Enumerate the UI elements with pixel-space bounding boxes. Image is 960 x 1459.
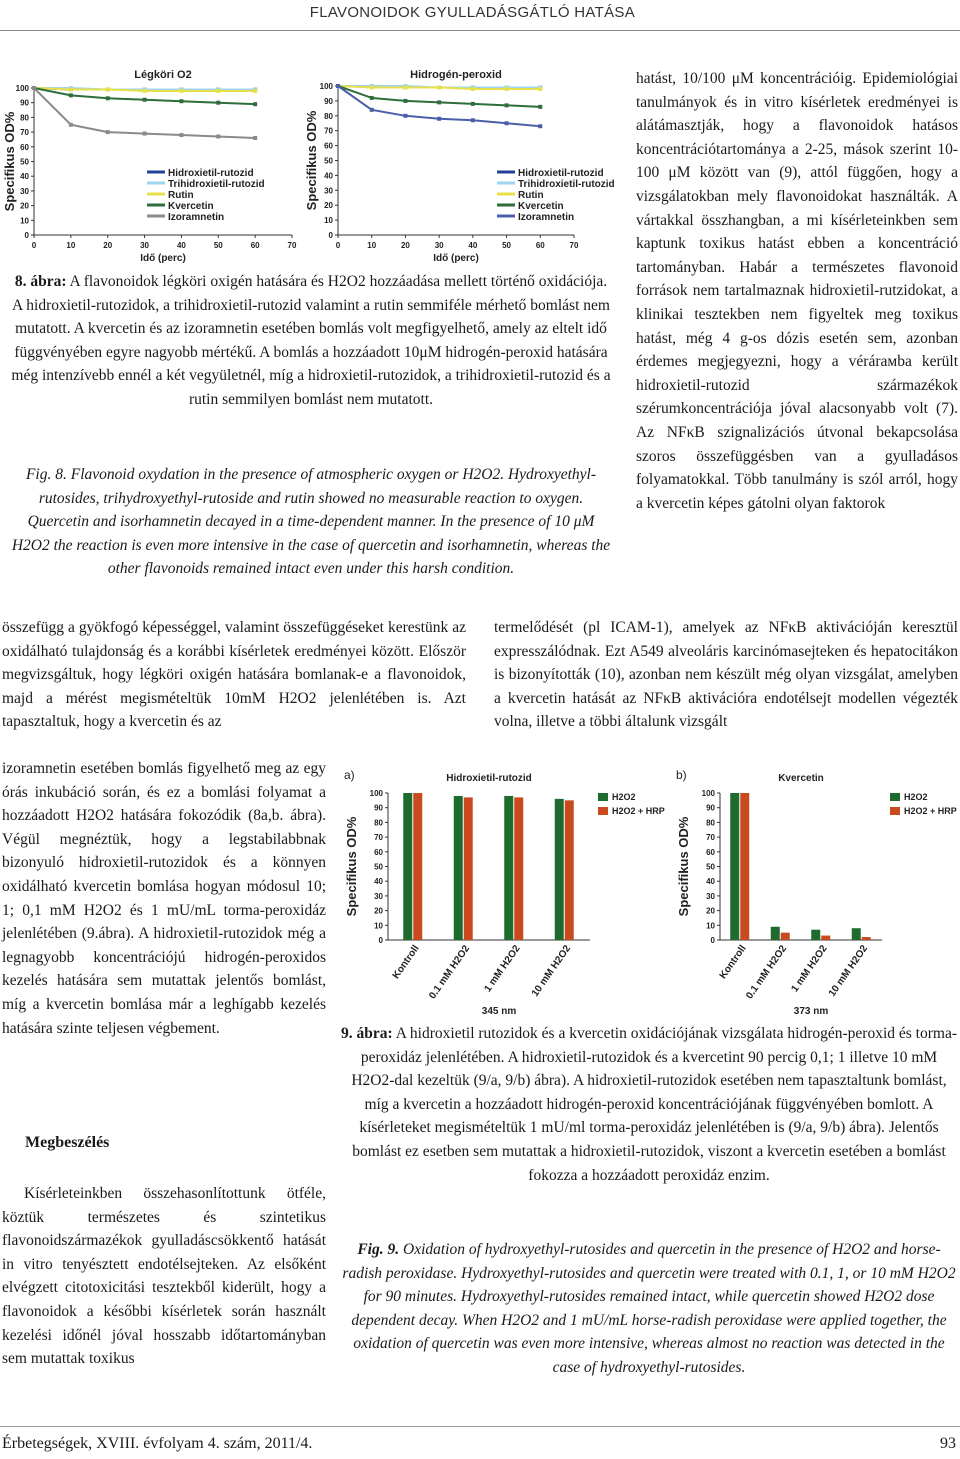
fig8-caption-en-label: Fig. 8. <box>25 466 67 483</box>
y-tick-label: 60 <box>20 142 29 152</box>
body-left-wide: összefügg a gyökfogó képességgel, valamint összefüggéseket kerestünk az oxidálható tulajdonság és a korábbi kísérletek eredményei között. Először megvizsgáltuk, hogy légköri oxigén hatására bomlanak-e a flavonoidok, majd a mérést megismételtük 10mM H2O2 jelenlétében is. Azt tapasztaltuk, hogy a kvercetin és az <box>2 619 466 731</box>
footer-page-number: 93 <box>940 1435 956 1452</box>
fig8-chart-oxygen <box>2 60 302 270</box>
y-tick-label: 80 <box>324 111 333 121</box>
legend-label: Izoramnetin <box>518 212 575 223</box>
x-tick-label: 20 <box>103 241 113 250</box>
fig8-caption-en <box>8 463 614 581</box>
y-tick-label: 30 <box>706 891 715 901</box>
data-point <box>403 99 407 103</box>
fig9-caption-hu-label: 9. ábra: <box>341 1025 393 1042</box>
x-tick-label: 0.1 mM H2O2 <box>427 943 473 1002</box>
data-point <box>69 123 73 127</box>
data-point <box>336 84 340 88</box>
panel-label: b) <box>676 768 687 782</box>
data-point <box>437 100 441 104</box>
bar-1 <box>811 930 820 940</box>
data-point <box>216 89 220 93</box>
x-tick-label: 70 <box>569 241 579 250</box>
fig9-caption-en <box>340 1238 958 1380</box>
fig8-caption-hu-label: 8. ábra: <box>14 273 67 290</box>
bar-1 <box>555 799 564 940</box>
x-tick-label: 30 <box>434 241 444 250</box>
x-tick-label: 50 <box>502 241 512 250</box>
fig9-caption-hu-text: A hidroxietil rutozidok és a kvercetin oxidációjának vizsgálata hidrogén-peroxid és torma-peroxidáz jelenlétében. A hidroxietil-rutozidok és a kvercetint 90 percig 0,1; 1 illetve 10 mM H2O2-dal kezeltük (9/a, 9/b) ábra). A hidroxietil-rutozidok esetében nem tapasztaltunk bomlást, míg a kvercetin a hozzáadott hidrogén-peroxid koncentrációjának függvényében bomlott. A kísérleteket megismételtük 1 mU/ml torma-peroxidáz jelenlétében is (9/a, 9/b) ábra). Jelentős bomlást ez esetben sem mutattak a hidroxietil-rutozidok, viszont a kvercetin esetében a bomlást fokozza a hozzáadott peroxidáz enzim. <box>351 1025 957 1184</box>
data-point <box>253 89 257 93</box>
data-point <box>179 99 183 103</box>
y-tick-label: 10 <box>706 921 715 931</box>
data-point <box>69 93 73 97</box>
bar-2 <box>821 936 830 940</box>
header-rule <box>0 30 960 31</box>
y-tick-label: 100 <box>369 789 383 798</box>
legend-label: Kvercetin <box>518 201 564 212</box>
data-point <box>32 86 36 90</box>
data-point <box>437 117 441 121</box>
y-tick-label: 90 <box>20 98 29 108</box>
legend-swatch <box>598 793 608 801</box>
data-point <box>538 87 542 91</box>
x-tick-label: 10 mM H2O2 <box>826 943 871 999</box>
data-point <box>106 87 110 91</box>
y-tick-label: 10 <box>324 216 333 226</box>
data-point <box>216 101 220 105</box>
chart-title: Hidrogén-peroxid <box>410 69 502 81</box>
legend-label: Hidroxietil-rutozid <box>518 168 604 179</box>
y-axis-label: Specifikus OD% <box>2 111 17 212</box>
y-tick-label: 0 <box>710 936 715 945</box>
x-tick-label: 1 mM H2O2 <box>789 943 830 995</box>
y-tick-label: 100 <box>701 789 715 798</box>
x-tick-label: 50 <box>213 241 223 250</box>
y-tick-label: 40 <box>324 171 333 181</box>
body-left-narrow: izoramnetin esetében bomlás figyelhető meg az egy órás inkubáció során, és ez a bomlási folyamat a hozzáadott H2O2 hatására fokozódik (8a,b. ábra). Végül megnéztük, hogy a legstabilabbnak bizonyuló hidroxietil-rutozidok és a könnyen oxidálható kvercetin bomlása hogyan módosul 10; 1; 0,1 mM H2O2 és 1 mU/mL torma-peroxidáz jelenlétében (9.ábra). A hidroxietil-rutozidok még a legnagyobb koncentrációjú hidrogén-peroxidos kezelés hatására sem mutattak jelentős bomlást, míg a kvercetin bomlása már a leghígabb kezelés hatására szinte teljesen végbement. <box>2 760 326 1037</box>
y-axis-label: Specifikus OD% <box>304 110 319 211</box>
bar-1 <box>771 927 780 940</box>
fig8-caption-en-text: Flavonoid oxydation in the presence of atmospheric oxygen or H2O2. Hydroxyethyl-rutosides, trihydroxyethyl-rutoside and rutin showed no measurable reaction to oxygen. Quercetin and isorhamnetin decayed in a time-dependent manner. In the presence of 10 μM H2O2 the reaction is even more intensive in the case of quercetin and isorhamnetin, whereas the other flavonoids remained intact even under this harsh condition. <box>11 466 611 578</box>
x-tick-label: 20 <box>400 241 410 250</box>
fig9-caption-en-label: Fig. 9. <box>357 1241 400 1258</box>
y-tick-label: 90 <box>706 803 715 813</box>
legend-label: H2O2 <box>612 792 636 802</box>
data-point <box>471 102 475 106</box>
x-tick-label: 0 <box>31 241 37 250</box>
x-tick-label: 0.1 mM H2O2 <box>744 943 790 1002</box>
bar-2 <box>781 933 790 940</box>
data-point <box>143 98 147 102</box>
y-axis-label: Specifikus OD% <box>344 816 359 917</box>
y-tick-label: 100 <box>319 82 333 91</box>
data-point <box>437 85 441 89</box>
y-tick-label: 70 <box>706 833 715 843</box>
data-point <box>403 114 407 118</box>
y-tick-label: 30 <box>20 186 29 196</box>
footer-journal: Érbetegségek, XVIII. évfolyam 4. szám, 2011/4. <box>2 1435 313 1452</box>
x-axis-label: 373 nm <box>793 1006 829 1017</box>
fig9a-chart-hidroxietil <box>340 765 670 1020</box>
x-tick-label: 40 <box>176 241 186 250</box>
body-right-column-top: hatást, 10/100 μM koncentrációig. Epidemiológiai tanulmányok és in vitro kísérletek eredményei is alátámasztják, hogy a flavonoidok hatásos koncentrációtartománya a 2-25, mások szerint 10-100 μM között van (9), attól függően, hogy a vizsgálatokban mely flavonoidokat használták. A vártakkal összhangban, a mi kísérleteinkben sem kaptunk toxikus hatást ebben a koncentráció tartományban. Habár a természetes flavonoid források nem tartalmaznak hidroxietil-rutzidokat, a klinikai tesztekben nem figyeltek meg toxikus hatást, még 4 g-os dózis esetén sem, azonban érdemes megjegyezni, hogy a vérárамba került hidroxietil-rutozid származékok szérumkoncentrációja jóval alacsonyabb volt (7). Az NFκB szignalizációs útvonal bekapcsolása szoros összefüggésben van a gyulladásos folyamatokkal. Több tanulmány is szól arról, hogy a kvercetin képes gátolni olyan faktorok <box>636 70 958 512</box>
y-tick-label: 40 <box>706 877 715 887</box>
data-point <box>505 87 509 91</box>
data-point <box>505 121 509 125</box>
data-point <box>403 85 407 89</box>
data-point <box>143 89 147 93</box>
bar-1 <box>852 928 861 940</box>
bar-1 <box>403 793 412 940</box>
legend-swatch <box>598 807 608 815</box>
x-tick-label: 40 <box>468 241 478 250</box>
x-tick-label: 10 mM H2O2 <box>529 943 574 999</box>
y-axis-label: Specifikus OD% <box>676 816 691 917</box>
y-tick-label: 90 <box>374 803 383 813</box>
y-tick-label: 20 <box>20 201 29 211</box>
fig9b-chart-kvercetin <box>672 765 960 1020</box>
data-point <box>106 130 110 134</box>
fig9-caption-hu <box>340 1022 958 1187</box>
running-title: FLAVONOIDOK GYULLADÁSGÁTLÓ HATÁSA <box>309 4 635 21</box>
legend-swatch <box>890 793 900 801</box>
y-tick-label: 50 <box>324 156 333 166</box>
y-tick-label: 80 <box>706 818 715 828</box>
chart-background <box>672 765 960 1020</box>
y-tick-label: 0 <box>378 936 383 945</box>
panel-label: a) <box>344 768 355 782</box>
legend-label: H2O2 <box>904 792 928 802</box>
legend-label: Hidroxietil-rutozid <box>168 168 254 179</box>
bar-2 <box>514 797 523 940</box>
y-tick-label: 100 <box>15 84 29 93</box>
bar-2 <box>464 797 473 940</box>
bar-2 <box>413 793 422 940</box>
x-axis-label: 345 nm <box>481 1006 517 1017</box>
footer-rule <box>0 1426 960 1427</box>
x-tick-label: 60 <box>250 241 260 250</box>
discussion-paragraph: Kísérleteinkben összehasonlítottunk ötféle, köztük természetes és szintetikus flavonoidszármazékok gyulladáscsökkentő hatását in vitro tenyésztett endotélsejteken. Az elsőként elvégzett citotoxicitási tesztekből kiderült, hogy a flavonoidok a későbbi kísérletek során használt kezelési időnél jóval hosszabb időtartományban sem mutattak toxikus <box>2 1185 326 1368</box>
y-tick-label: 50 <box>20 157 29 167</box>
data-point <box>538 105 542 109</box>
data-point <box>370 108 374 112</box>
legend-label: Rutin <box>168 190 194 201</box>
y-tick-label: 20 <box>324 201 333 211</box>
x-tick-label: 30 <box>140 241 150 250</box>
data-point <box>216 135 220 139</box>
fig8-caption-hu-text: A flavonoidok légköri oxigén hatására és H2O2 hozzáadása mellett történő oxidációja. A hidroxietil-rutozidok, a trihidroxietil-rutozid valamint a rutin semmiféle mérhető bomlást nem mutatott. A kvercetin és az izoramnetin esetében bomlás volt megfigyelhető, amely az eltelt idő függvényében egyre nagyobb mértékű. A bomlás a hozzáadott 10μM hidrogén-peroxid hatására még intenzívebb ennél a két vegyületnél, míg a hidroxietil-rutozidok, a trihidroxietil-rutozid és a rutin semmilyen bomlást nem mutatott. <box>11 273 611 408</box>
y-tick-label: 80 <box>374 818 383 828</box>
x-tick-label: Kontroll <box>717 943 749 982</box>
data-point <box>538 124 542 128</box>
legend-label: H2O2 + HRP <box>904 806 957 816</box>
data-point <box>370 85 374 89</box>
bar-1 <box>730 793 739 940</box>
y-tick-label: 0 <box>328 231 333 240</box>
data-point <box>69 87 73 91</box>
y-tick-label: 50 <box>374 862 383 872</box>
x-tick-label: Kontroll <box>390 943 422 982</box>
y-tick-label: 80 <box>20 113 29 123</box>
y-tick-label: 20 <box>706 906 715 916</box>
x-tick-label: 70 <box>287 241 297 250</box>
fig8-caption-hu <box>8 270 614 412</box>
data-point <box>370 96 374 100</box>
y-tick-label: 60 <box>706 847 715 857</box>
y-tick-label: 0 <box>24 231 29 240</box>
legend-label: Izoramnetin <box>168 212 225 223</box>
y-tick-label: 10 <box>20 216 29 226</box>
x-axis-label: Idő (perc) <box>433 253 479 264</box>
fig8-chart-peroxide <box>302 60 627 270</box>
data-point <box>179 89 183 93</box>
data-point <box>471 118 475 122</box>
data-point <box>253 102 257 106</box>
y-tick-label: 70 <box>324 126 333 136</box>
x-tick-label: 60 <box>535 241 545 250</box>
legend-label: Trihidroxietil-rutozid <box>518 179 615 190</box>
body-right-column-wide: termelődését (pl ICAM-1), amelyek az NFκB aktivációján keresztül expresszálódnak. Ezt A549 alveoláris karcinómasejteken és hepatocitákon is bizonyították (10), azonban nem készült még olyan vizsgálat, amelyben a kvercetin hatását az NFκB aktivációra endotélsejt modellen végezték volna, illetve a többi általunk vizsgált <box>494 619 958 731</box>
data-point <box>143 132 147 136</box>
legend-swatch <box>890 807 900 815</box>
chart-title: Hidroxietil-rutozid <box>446 773 532 784</box>
data-point <box>471 87 475 91</box>
y-tick-label: 30 <box>324 186 333 196</box>
chart-title: Kvercetin <box>778 773 824 784</box>
y-tick-label: 60 <box>374 847 383 857</box>
data-point <box>179 133 183 137</box>
y-tick-label: 10 <box>374 921 383 931</box>
bar-2 <box>565 800 574 940</box>
y-tick-label: 60 <box>324 141 333 151</box>
fig9-caption-en-text: Oxidation of hydroxyethyl-rutosides and quercetin in the presence of H2O2 and horse-radish peroxidase. Hydroxyethyl-rutosides and quercetin were treated with 0.1, 1, or 10 mM H2O2 for 90 minutes. Hydroxyethyl-rutosides remained intact, while quercetin showed H2O2 dose dependent decay. When H2O2 and 1 mU/mL horse-radish peroxidase were applied together, the oxidation of quercetin was even more intensive, whereas almost no reaction was detected in the case of hydroxyethyl-rutosides. <box>342 1241 956 1376</box>
y-tick-label: 40 <box>20 172 29 182</box>
x-tick-label: 10 <box>367 241 377 250</box>
section-heading: Megbeszélés <box>25 1134 110 1151</box>
legend-label: Trihidroxietil-rutozid <box>168 179 265 190</box>
chart-title: Légköri O2 <box>134 69 192 81</box>
data-point <box>106 96 110 100</box>
y-tick-label: 20 <box>374 906 383 916</box>
y-tick-label: 40 <box>374 877 383 887</box>
bar-2 <box>862 937 871 940</box>
x-tick-label: 1 mM H2O2 <box>482 943 523 995</box>
bar-1 <box>454 796 463 940</box>
x-tick-label: 10 <box>66 241 76 250</box>
y-tick-label: 90 <box>324 96 333 106</box>
y-tick-label: 30 <box>374 891 383 901</box>
bar-2 <box>740 793 749 940</box>
legend-label: H2O2 + HRP <box>612 806 665 816</box>
legend-label: Kvercetin <box>168 201 214 212</box>
data-point <box>505 103 509 107</box>
data-point <box>253 136 257 140</box>
x-tick-label: 0 <box>335 241 341 250</box>
bar-1 <box>504 796 513 940</box>
x-axis-label: Idő (perc) <box>140 253 186 264</box>
y-tick-label: 70 <box>374 833 383 843</box>
legend-label: Rutin <box>518 190 544 201</box>
y-tick-label: 50 <box>706 862 715 872</box>
y-tick-label: 70 <box>20 128 29 138</box>
